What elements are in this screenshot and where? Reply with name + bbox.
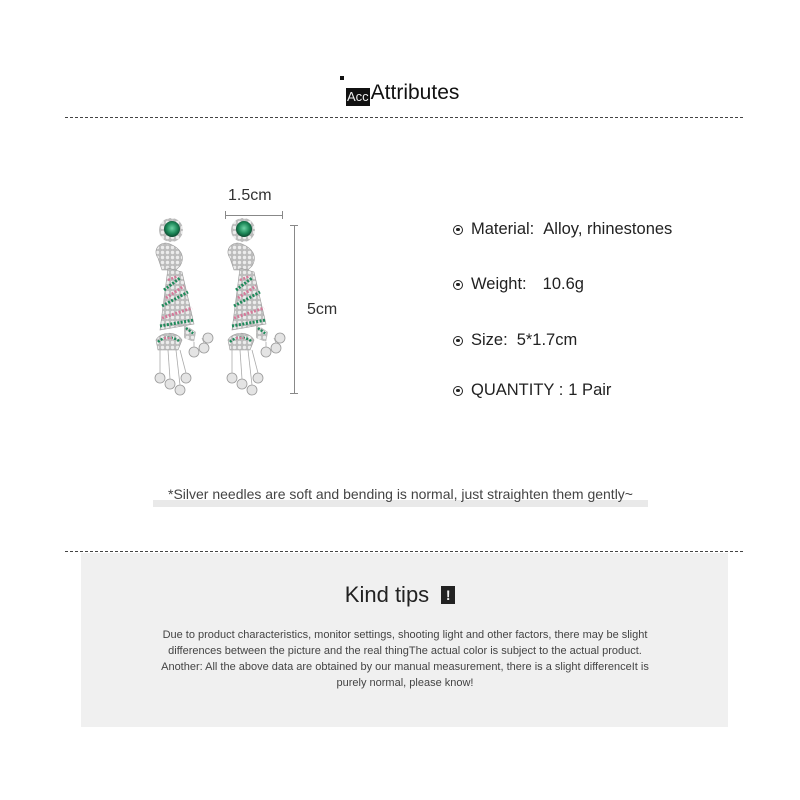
kind-tips-line: purely normal, please know! (336, 677, 474, 689)
width-tick-left (225, 211, 226, 219)
height-dimension-line (294, 225, 295, 393)
attribute-material (453, 220, 672, 239)
height-dimension-label: 5cm (307, 301, 338, 318)
product-image (150, 218, 290, 403)
title-dot-icon (340, 76, 344, 80)
height-tick-bottom (290, 393, 298, 394)
attribute-label: Size: (471, 331, 508, 349)
bullet-circle-icon (453, 336, 463, 346)
attribute-label: Material: (471, 220, 535, 238)
attribute-weight (453, 275, 584, 294)
bullet-circle-icon (453, 280, 463, 290)
section-title (340, 76, 459, 106)
attribute-value: 1 Pair (568, 381, 612, 399)
attribute-quantity (453, 381, 611, 400)
attribute-value: 5*1.7cm (516, 331, 578, 349)
bullet-circle-icon (453, 225, 463, 235)
attribute-value: 10.6g (542, 275, 584, 293)
title-text: Attributes (370, 81, 460, 104)
kind-tips-body (110, 627, 700, 691)
attribute-size (453, 331, 577, 350)
kind-tips-title-text: Kind tips (344, 582, 430, 607)
attribute-value: Alloy, rhinestones (543, 220, 673, 238)
width-dimension-label: 1.5cm (228, 187, 272, 204)
top-dashed-divider (65, 117, 743, 118)
attribute-label: Weight: (471, 275, 527, 293)
bullet-circle-icon (453, 386, 463, 396)
width-dimension-line (225, 215, 282, 216)
kind-tips-title (0, 582, 800, 608)
kind-tips-line: Due to product characteristics, monitor settings, shooting light and other factors, there may be slight (162, 629, 648, 641)
title-tag: Acc (347, 89, 369, 104)
width-tick-right (282, 211, 283, 219)
attribute-label: QUANTITY : (471, 381, 564, 399)
exclamation-icon: ! (441, 586, 455, 604)
kind-tips-line: Another: All the above data are obtained by our manual measurement, there is a slight differenceIt is (161, 661, 649, 673)
bottom-dashed-divider (65, 551, 743, 552)
earrings-illustration (150, 218, 290, 398)
silver-needle-note: *Silver needles are soft and bending is normal, just straighten them gently~ (168, 486, 633, 502)
height-tick-top (290, 225, 298, 226)
kind-tips-line: differences between the picture and the real thingThe actual color is subject to the actual product. (168, 645, 642, 657)
